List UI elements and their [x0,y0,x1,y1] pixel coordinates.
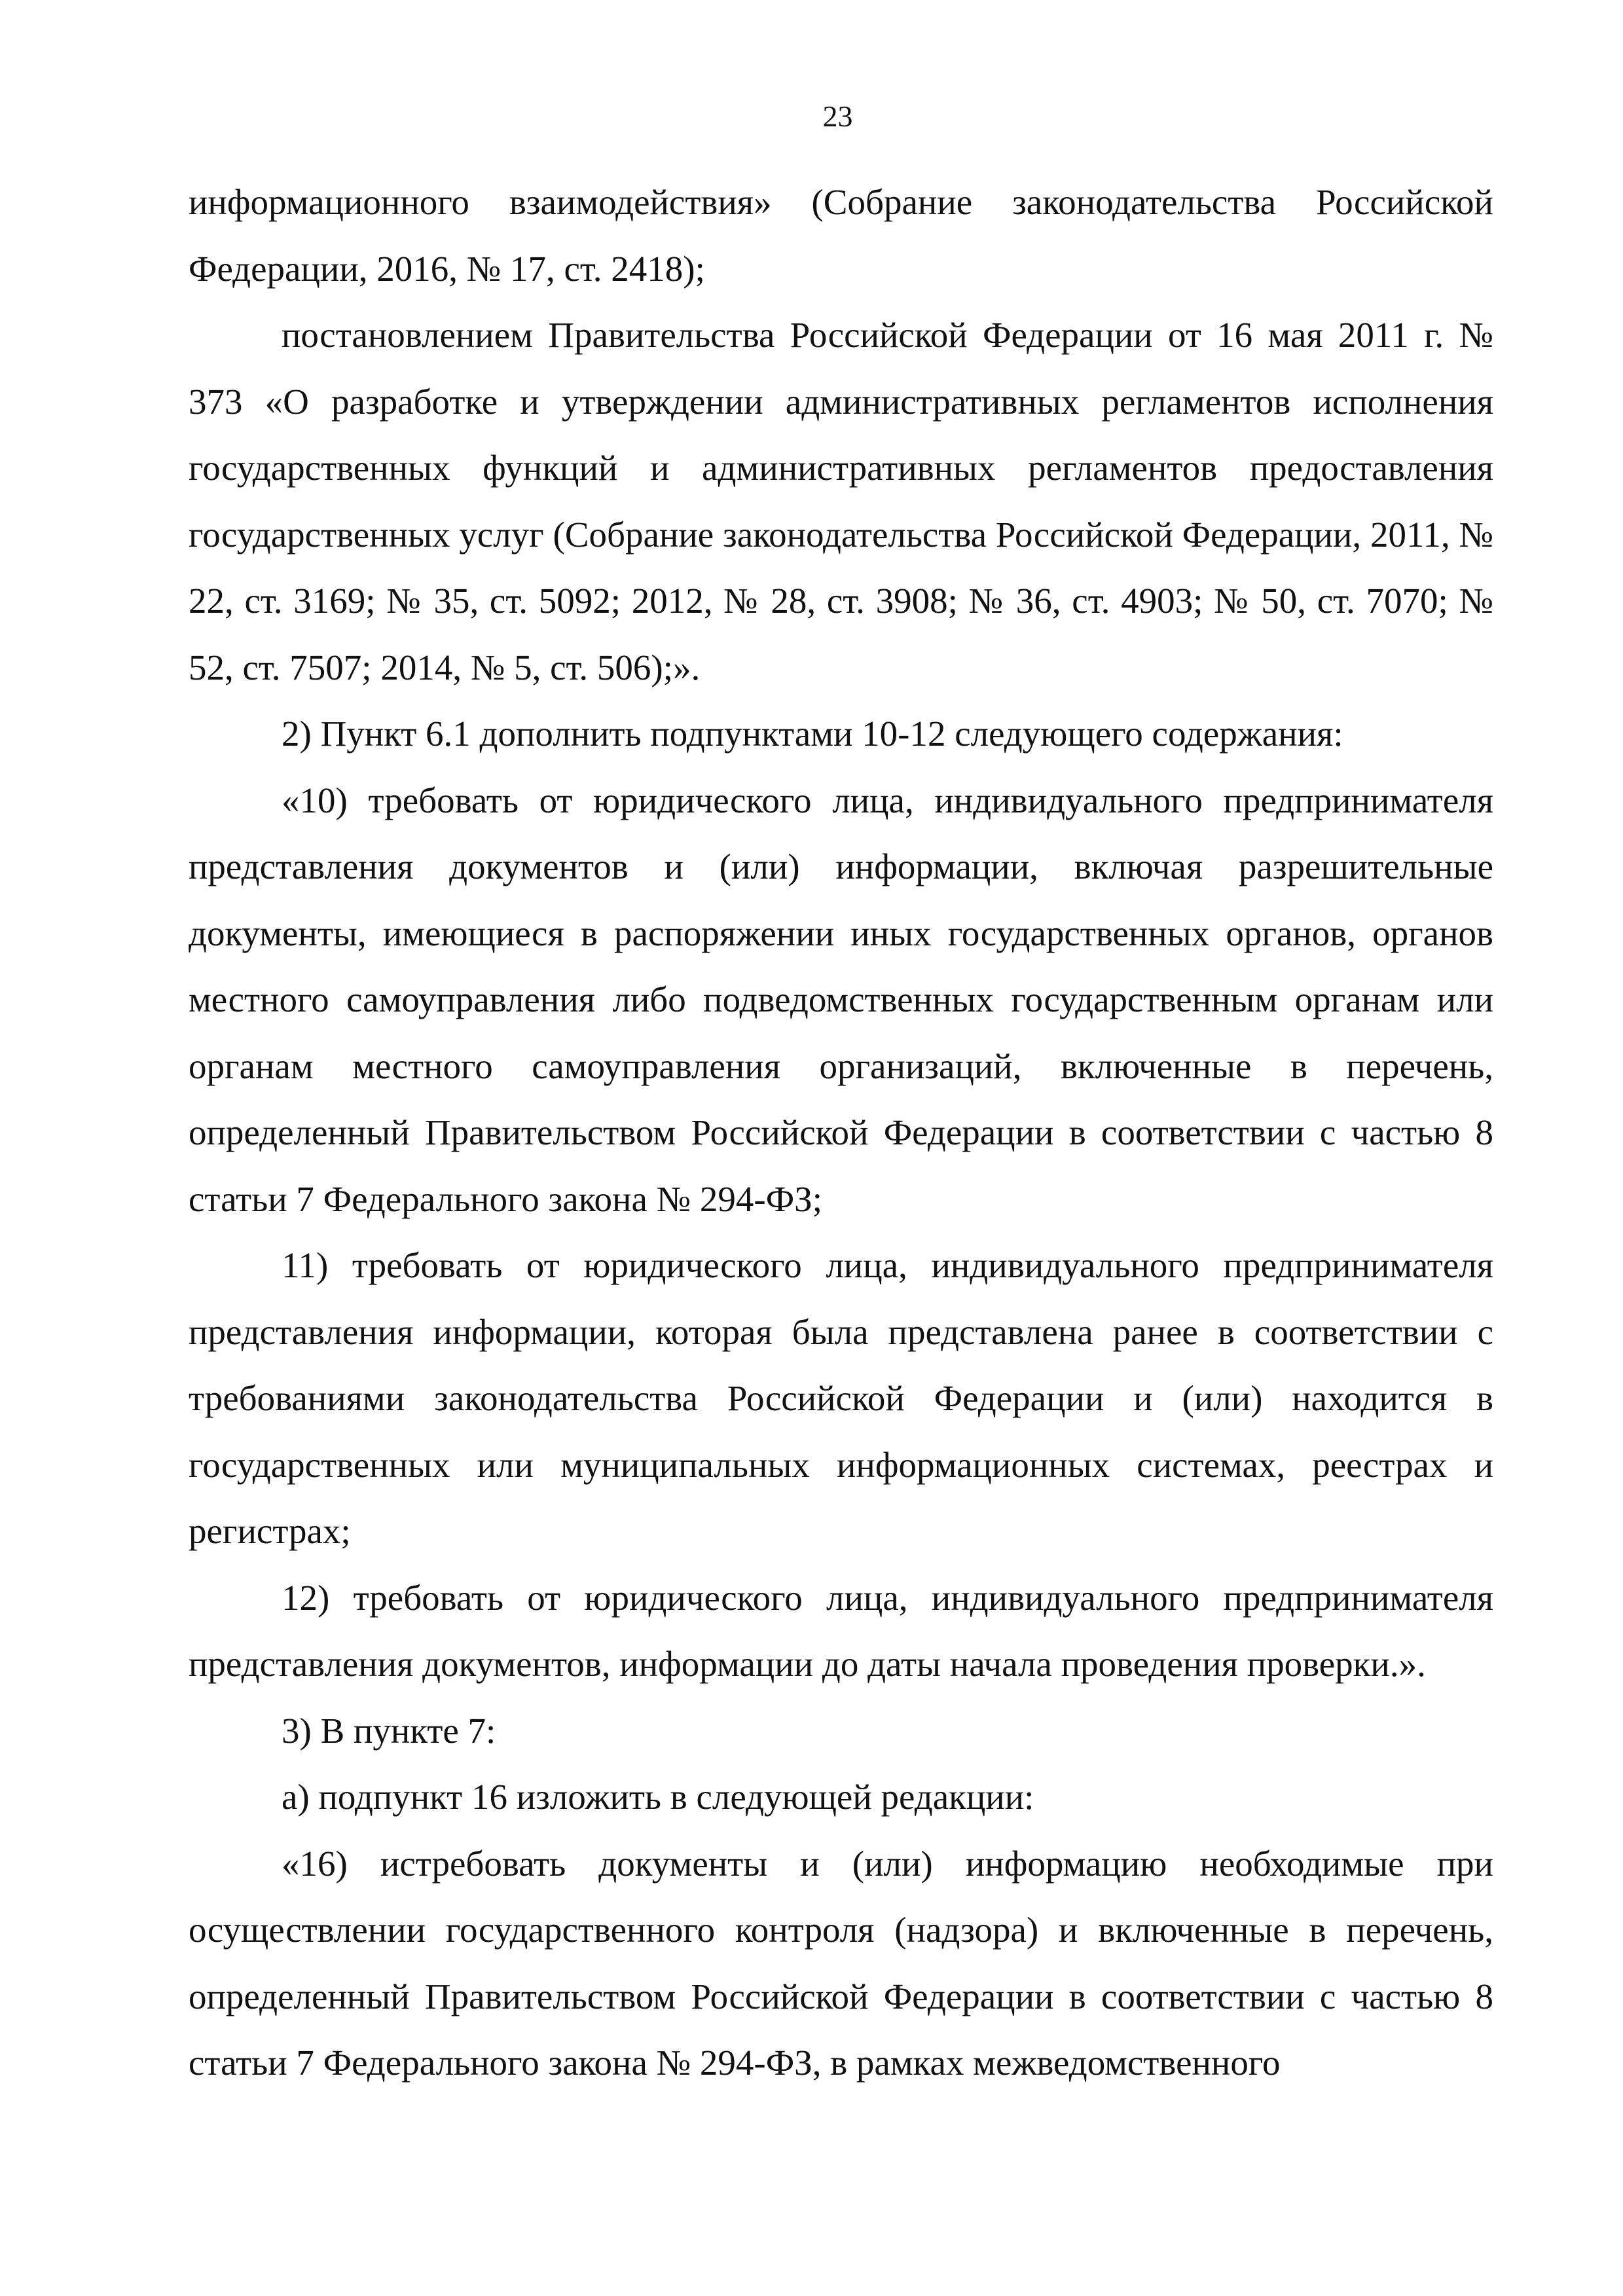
paragraph-subitem-11: 11) требовать от юридического лица, индивидуального предпринимателя представления информации, которая была представлена ранее в соответствии с требованиями законодательства Российской Федерации и (или) находится в государственных или муниципальных информационных системах, реестрах и регистрах; [189,1245,1493,1551]
paragraph-item-2: 2) Пункт 6.1 дополнить подпунктами 10-12 следующего содержания: [282,714,1343,754]
paragraph-continuation: информационного взаимодействия» (Собрание законодательства Российской Федерации, 2016, № 17, ст. 2418); [189,182,1493,289]
paragraph-subitem-16: «16) истребовать документы и (или) информацию необходимые при осуществлении государственного контроля (надзора) и включенные в перечень, определенный Правительством Российской Федерации в соответствии с частью 8 статьи 7 Федерального закона № 294-ФЗ, в рамках межведомственного [189,1843,1493,2083]
page-number: 23 [822,100,853,133]
document-body [189,169,1493,2096]
paragraph-resolution-373: постановлением Правительства Российской Федерации от 16 мая 2011 г. № 373 «О разработке и утверждении административных регламентов исполнения государственных функций и административных регламентов предоставления государственных услуг (Собрание законодательства Российской Федерации, 2011, № 22, ст. 3169; № 35, ст. 5092; 2012, № 28, ст. 3908; № 36, ст. 4903; № 50, ст. 7070; № 52, ст. 7507; 2014, № 5, ст. 506);». [189,315,1493,687]
paragraph-subitem-10: «10) требовать от юридического лица, индивидуального предпринимателя представления документов и (или) информации, включая разрешительные документы, имеющиеся в распоряжении иных государственных органов, органов местного самоуправления либо подведомственных государственным органам или органам местного самоуправления организаций, включенные в перечень, определенный Правительством Российской Федерации в соответствии с частью 8 статьи 7 Федерального закона № 294-ФЗ; [189,780,1493,1219]
paragraph-subitem-a: а) подпункт 16 изложить в следующей редакции: [282,1777,1034,1817]
paragraph-item-3: 3) В пункте 7: [282,1710,496,1751]
paragraph-subitem-12: 12) требовать от юридического лица, индивидуального предпринимателя представления документов, информации до даты начала проведения проверки.». [189,1577,1493,1684]
